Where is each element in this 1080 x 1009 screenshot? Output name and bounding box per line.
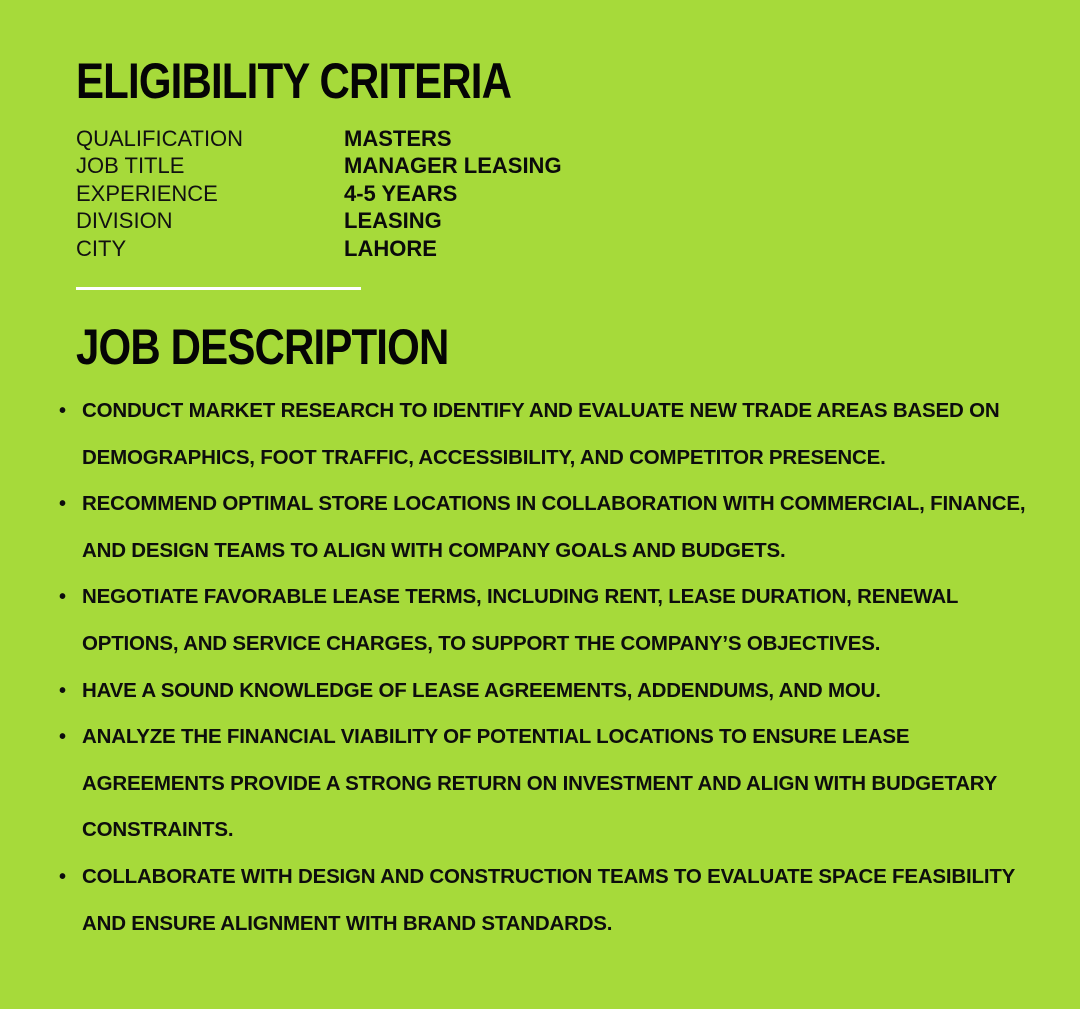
bullet-icon: • [59,493,66,516]
criteria-label: QUALIFICATION [76,125,244,151]
list-item-text: ANALYZE THE FINANCIAL VIABILITY OF POTENTIAL LOCATIONS TO ENSURE LEASE AGREEMENTS PROVIDE A STRONG RETURN ON INVESTMENT AND ALIGN WITH BUDGETARY CONSTRAINTS. [82,725,997,842]
job-description-heading: JOB DESCRIPTION [76,319,449,375]
criteria-label: CITY [76,235,127,261]
criteria-value: MANAGER LEASING [344,153,562,179]
bullet-icon: • [59,865,66,888]
bullet-icon: • [59,400,66,422]
list-item-text: COLLABORATE WITH DESIGN AND CONSTRUCTION TEAMS TO EVALUATE SPACE FEASIBILITY AND ENSURE ALIGNMENT WITH BRAND STANDARDS. [82,864,1015,935]
eligibility-criteria-list [76,125,676,263]
list-item-text: NEGOTIATE FAVORABLE LEASE TERMS, INCLUDING RENT, LEASE DURATION, RENEWAL OPTIONS, AND SERVICE CHARGES, TO SUPPORT THE COMPANY’S OBJECTIVES. [82,585,958,655]
criteria-value: 4-5 YEARS [344,180,458,206]
criteria-value: MASTERS [344,125,452,151]
section-divider [76,287,361,290]
criteria-label: EXPERIENCE [76,180,218,206]
criteria-row-job-title [76,153,676,181]
list-item [56,714,1046,854]
list-item-text: HAVE A SOUND KNOWLEDGE OF LEASE AGREEMENTS, ADDENDUMS, AND MOU. [82,678,881,702]
list-item [56,574,1046,667]
job-description-list [56,388,1046,947]
criteria-label: DIVISION [76,208,173,234]
list-item [56,481,1046,574]
criteria-value: LEASING [344,208,442,234]
criteria-label: JOB TITLE [76,153,185,179]
list-item [56,854,1046,947]
criteria-row-division [76,208,676,236]
criteria-row-experience [76,180,676,208]
list-item [56,388,1046,481]
bullet-icon: • [59,726,66,749]
list-item-text: RECOMMEND OPTIMAL STORE LOCATIONS IN COLLABORATION WITH COMMERCIAL, FINANCE, AND DESIGN TEAMS TO ALIGN WITH COMPANY GOALS AND BUDGETS. [82,492,1026,562]
list-item [56,668,1046,715]
eligibility-criteria-heading: ELIGIBILITY CRITERIA [76,53,512,109]
list-item-text: CONDUCT MARKET RESEARCH TO IDENTIFY AND EVALUATE NEW TRADE AREAS BASED ON DEMOGRAPHICS, FOOT TRAFFIC, ACCESSIBILITY, AND COMPETITOR PRESENCE. [82,399,1000,469]
bullet-icon: • [59,586,66,609]
criteria-value: LAHORE [344,235,437,261]
bullet-icon: • [59,679,66,702]
criteria-row-qualification [76,125,676,153]
criteria-row-city [76,235,676,263]
